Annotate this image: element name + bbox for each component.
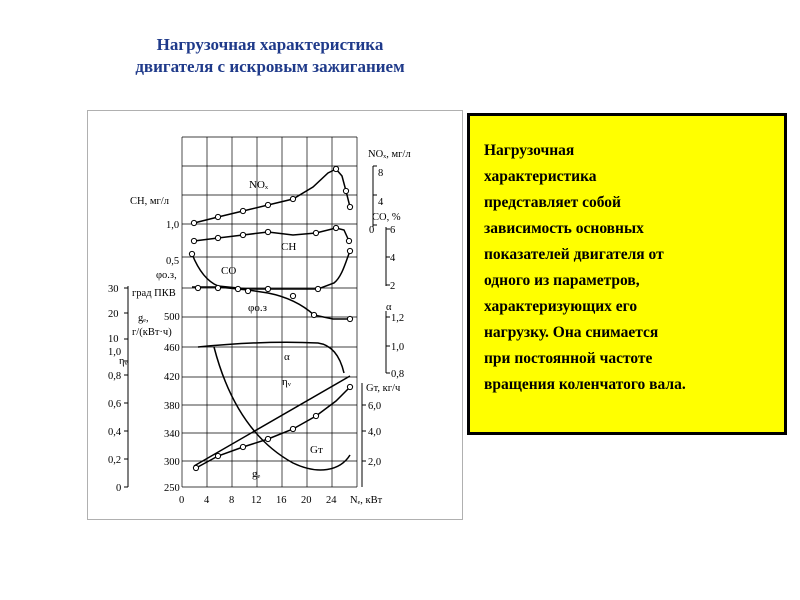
- alpha-tick-2: 1,0: [391, 342, 405, 353]
- phi-curve: [192, 287, 350, 319]
- co-tick-2: 4: [390, 253, 396, 264]
- gt-axis-label: Gт, кг/ч: [366, 383, 401, 394]
- nox-tick-3: 0: [369, 225, 375, 236]
- x-tick-16: 16: [276, 495, 287, 506]
- alpha-tick-1: 1,2: [391, 313, 405, 324]
- gt-tick-2: 4,0: [368, 427, 382, 438]
- diagram-frame: [87, 110, 463, 520]
- note-line: представляет собой: [484, 194, 621, 211]
- ge-axis-label: gₑ,: [138, 313, 149, 324]
- etav-axis-label: ηᵥ: [119, 356, 128, 367]
- ch-tick-2: 0,5: [166, 256, 180, 267]
- etav-curve-label: ηᵥ: [282, 376, 291, 388]
- etav-tick-5: 0,2: [108, 455, 122, 466]
- note-line: Нагрузочная: [484, 142, 575, 159]
- ge-tick-4: 380: [164, 401, 180, 412]
- gt-curve-label: Gт: [310, 444, 323, 456]
- ge-tick-6: 300: [164, 457, 180, 468]
- etav-curve: [194, 376, 350, 466]
- definition-text: [484, 138, 774, 398]
- nox-curve-label: NOₓ: [249, 179, 269, 191]
- co-curve-label: CO: [221, 265, 237, 277]
- note-line: при постоянной частоте: [484, 350, 653, 367]
- left-axes: [124, 286, 128, 487]
- slide-title: [60, 34, 480, 78]
- phi-curve-label: φо.з: [248, 302, 267, 314]
- grid: [182, 137, 357, 487]
- nox-axis-label: NOₓ, мг/л: [368, 149, 411, 160]
- slide-title-line-2: двигателя с искровым зажиганием: [135, 57, 405, 76]
- definition-note: [467, 113, 787, 435]
- x-tick-8: 8: [229, 495, 235, 506]
- co-tick-1: 6: [390, 225, 396, 236]
- co-axis-label: CO, %: [372, 212, 401, 223]
- alpha-curve-label: α: [284, 351, 290, 363]
- ge-tick-5: 340: [164, 429, 180, 440]
- note-line: вращения коленчатого вала.: [484, 376, 686, 393]
- etav-tick-3: 0,6: [108, 399, 122, 410]
- x-tick-20: 20: [301, 495, 312, 506]
- etav-tick-4: 0,4: [108, 427, 122, 438]
- x-axis-label: Nₑ, кВт: [350, 495, 383, 506]
- ge-unit-label: г/(кВт·ч): [132, 327, 172, 338]
- phi-tick-3: 10: [108, 334, 119, 345]
- ge-tick-7: 250: [164, 483, 180, 494]
- note-line: зависимость основных: [484, 220, 644, 237]
- ge-tick-2: 460: [164, 343, 180, 354]
- phi-tick-1: 30: [108, 284, 119, 295]
- ge-tick-1: 500: [164, 312, 180, 323]
- alpha-axis-label: α: [386, 302, 392, 313]
- x-tick-12: 12: [251, 495, 262, 506]
- slide-title-line-1: Нагрузочная характеристика: [156, 35, 384, 54]
- x-tick-24: 24: [326, 495, 337, 506]
- etav-tick-6: 0: [116, 483, 122, 494]
- x-tick-0: 0: [179, 495, 185, 506]
- phi-unit-label: град ПКВ: [132, 288, 176, 299]
- nox-tick-1: 8: [378, 168, 384, 179]
- etav-tick-1: 1,0: [108, 347, 122, 358]
- note-line: нагрузку. Она снимается: [484, 324, 659, 341]
- alpha-tick-3: 0,8: [391, 369, 405, 380]
- ge-curve-label: gₑ: [252, 468, 261, 480]
- load-characteristic-diagram: [88, 111, 462, 519]
- ge-tick-3: 420: [164, 372, 180, 383]
- ch-tick-1: 1,0: [166, 220, 180, 231]
- ch-curve-label: CH: [281, 241, 297, 253]
- gt-tick-3: 2,0: [368, 457, 382, 468]
- note-line: характеризующих его: [484, 298, 638, 315]
- x-tick-4: 4: [204, 495, 210, 506]
- co-tick-3: 2: [390, 281, 396, 292]
- ch-axis-label: CH, мг/л: [130, 196, 169, 207]
- gt-tick-1: 6,0: [368, 401, 382, 412]
- etav-tick-2: 0,8: [108, 371, 122, 382]
- note-line: показателей двигателя от: [484, 246, 664, 263]
- phi-axis-label: φо.з,: [156, 270, 177, 281]
- phi-tick-2: 20: [108, 309, 119, 320]
- note-line: характеристика: [484, 168, 597, 185]
- nox-tick-2: 4: [378, 197, 384, 208]
- note-line: одного из параметров,: [484, 272, 640, 289]
